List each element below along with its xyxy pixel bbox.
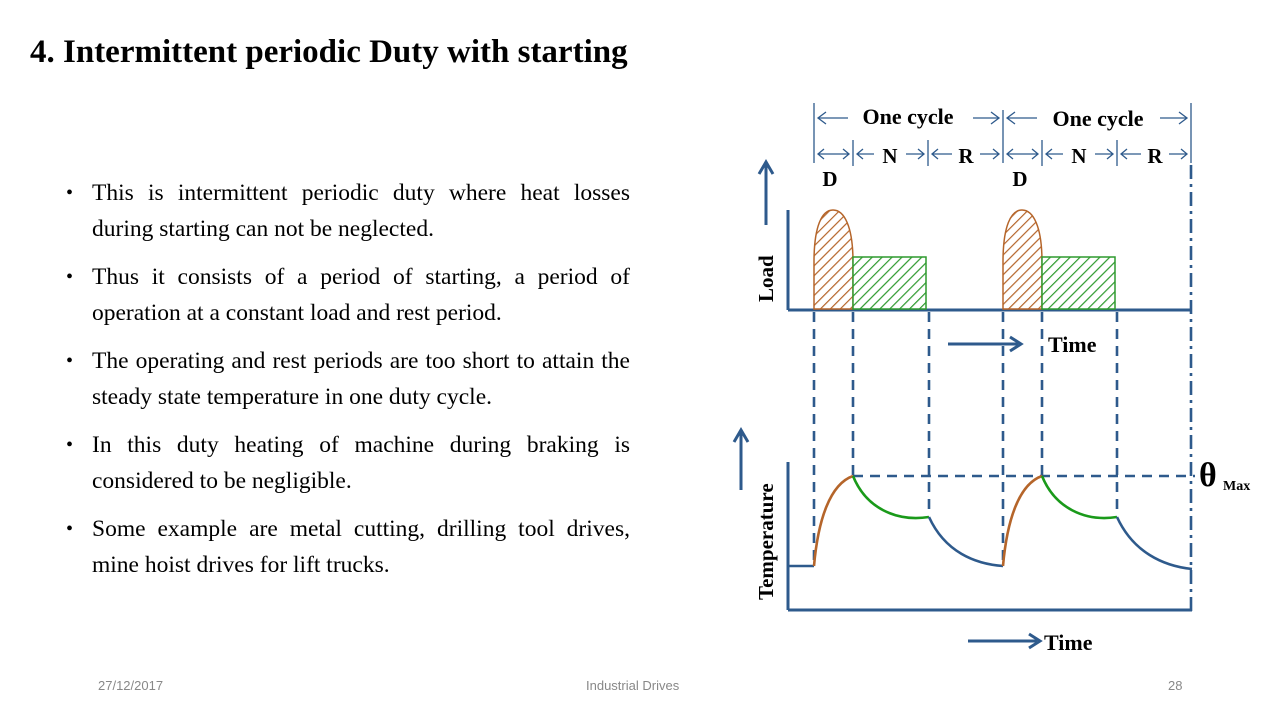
starting-load-block bbox=[1003, 210, 1042, 309]
heating-curve bbox=[814, 476, 853, 566]
theta-max-subscript: Max bbox=[1223, 479, 1251, 494]
load-time-label: Time bbox=[1048, 332, 1097, 357]
temperature-time-arrow bbox=[968, 634, 1040, 648]
segment-label-d: D bbox=[1012, 167, 1028, 191]
temperature-time-label: Time bbox=[1044, 630, 1093, 655]
segment-label-r: R bbox=[1147, 144, 1163, 168]
bullet-text: The operating and rest periods are too short to attain the steady state temperature in one duty cycle. bbox=[92, 348, 630, 410]
bullet-dot: • bbox=[66, 434, 74, 456]
temperature-axes bbox=[788, 462, 1192, 610]
bullet-dot: • bbox=[66, 266, 74, 288]
running-curve bbox=[853, 476, 929, 518]
cycle-label: One cycle bbox=[862, 104, 954, 129]
bullet-dot: • bbox=[66, 518, 74, 540]
footer-date: 27/12/2017 bbox=[98, 678, 164, 693]
load-up-arrow bbox=[759, 162, 773, 225]
temperature-axis-label: Temperature bbox=[754, 483, 778, 600]
segment-label-r: R bbox=[958, 144, 974, 168]
cooling-curve bbox=[929, 517, 1003, 566]
starting-load-block bbox=[814, 210, 853, 309]
running-load-block bbox=[1042, 257, 1115, 309]
segment-label-n: N bbox=[882, 144, 898, 168]
load-time-arrow bbox=[948, 337, 1021, 351]
bullet-text: Thus it consists of a period of starting, a period of operation at a constant load and rest period. bbox=[92, 264, 630, 326]
bullet-dot: • bbox=[66, 350, 74, 372]
bullet-text: Some example are metal cutting, drilling tool drives, mine hoist drives for lift trucks. bbox=[92, 516, 630, 578]
bullet-text: This is intermittent periodic duty where heat losses during starting can not be neglected. bbox=[92, 180, 630, 242]
bullet-text: In this duty heating of machine during braking is considered to be negligible. bbox=[92, 432, 630, 494]
cycle-label: One cycle bbox=[1052, 106, 1144, 131]
theta-max-symbol: θ bbox=[1199, 457, 1217, 494]
bullet-dot: • bbox=[66, 182, 74, 204]
segment-label-n: N bbox=[1071, 144, 1087, 168]
temperature-up-arrow bbox=[734, 430, 748, 490]
slide-title: 4. Intermittent periodic Duty with starting bbox=[30, 34, 628, 70]
cooling-curve bbox=[1117, 517, 1192, 569]
footer-page-number: 28 bbox=[1168, 678, 1183, 693]
running-load-block bbox=[853, 257, 926, 309]
segment-label-d: D bbox=[822, 167, 838, 191]
heating-curve bbox=[1003, 476, 1042, 566]
running-curve bbox=[1042, 476, 1117, 518]
load-axis-label: Load bbox=[754, 255, 778, 302]
footer-course: Industrial Drives bbox=[586, 678, 680, 693]
